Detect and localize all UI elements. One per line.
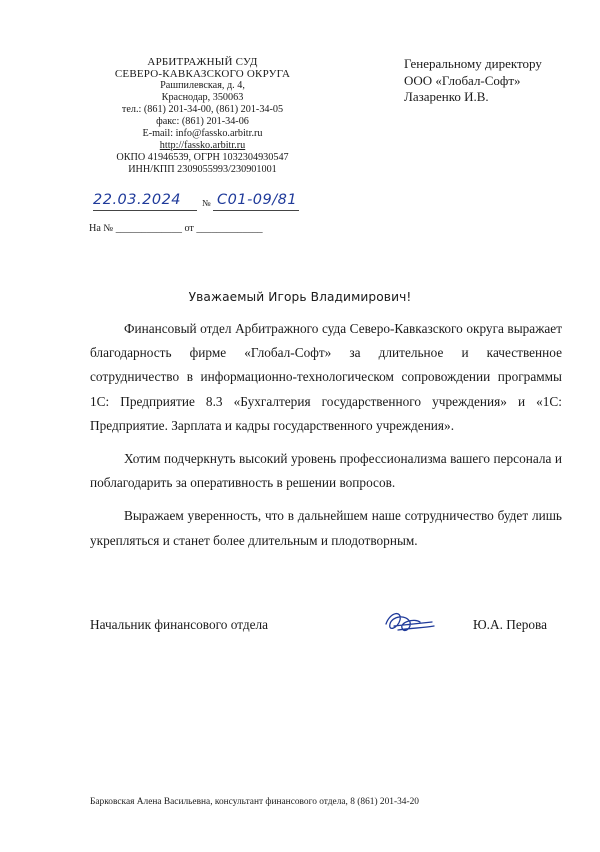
addressee-company: ООО «Глобал-Софт»	[404, 72, 521, 88]
addressee-name: Лазаренко И.В.	[404, 89, 489, 104]
addressee-position: Генеральному директору	[404, 56, 542, 71]
date-underline	[93, 210, 197, 211]
outgoing-reference	[93, 192, 313, 214]
body-paragraph: Выражаем уверенность, что в дальнейшем наше сотрудничество будет лишь укрепляться и станет более длительным и плодотворным.	[90, 508, 562, 548]
court-inn: ИНН/КПП 2309055993/230901001	[128, 163, 277, 175]
addressee-block	[404, 56, 594, 106]
handwritten-date: 22.03.2024	[93, 192, 182, 208]
court-okpo: ОКПО 41946539, ОГРН 1032304930547	[116, 151, 289, 163]
number-sign: №	[202, 198, 211, 208]
handwritten-signature	[380, 606, 438, 640]
court-letterhead	[85, 56, 320, 176]
court-name-line1: АРБИТРАЖНЫЙ СУД	[147, 56, 258, 68]
court-website-link[interactable]: http://fassko.arbitr.ru	[159, 139, 246, 151]
handwritten-number: С01-09/81	[217, 192, 298, 208]
letter-body	[90, 317, 562, 562]
salutation: Уважаемый Игорь Владимирович!	[188, 290, 412, 304]
signatory-name: Ю.А. Перова	[473, 617, 548, 632]
court-email: E-mail: info@fassko.arbitr.ru	[142, 128, 263, 140]
number-underline	[213, 210, 299, 211]
signatory-title: Начальник финансового отдела	[90, 617, 269, 632]
court-phone: тел.: (861) 201-34-00, (861) 201-34-05	[121, 104, 284, 116]
executor-contact: Барковская Алена Васильевна, консультант финансового отдела, 8 (861) 201-34-20	[90, 797, 419, 807]
court-name-line2: СЕВЕРО-КАВКАЗСКОГО ОКРУГА	[114, 68, 291, 81]
body-paragraph: Хотим подчеркнуть высокий уровень профессионализма вашего персонала и поблагодарить за оперативность в решении вопросов.	[90, 451, 562, 491]
court-fax: факс: (861) 201-34-06	[156, 116, 249, 128]
body-paragraph: Финансовый отдел Арбитражного суда Северо-Кавказского округа выражает благодарность фирме «Глобал-Софт» за длительное и качественное сотрудничество в информационно-технологическом сопровождении программы 1С: Предприятие 8.3 «Бухгалтерия государственного учреждения» и «1С: Предприятие. Зарплата и кадры государственного учреждения».	[90, 321, 562, 433]
court-street: Рашпилевская, д. 4,	[160, 80, 245, 92]
court-city: Краснодар, 350063	[161, 92, 244, 104]
incoming-reference-line: На № _____________ от _____________	[89, 223, 263, 234]
